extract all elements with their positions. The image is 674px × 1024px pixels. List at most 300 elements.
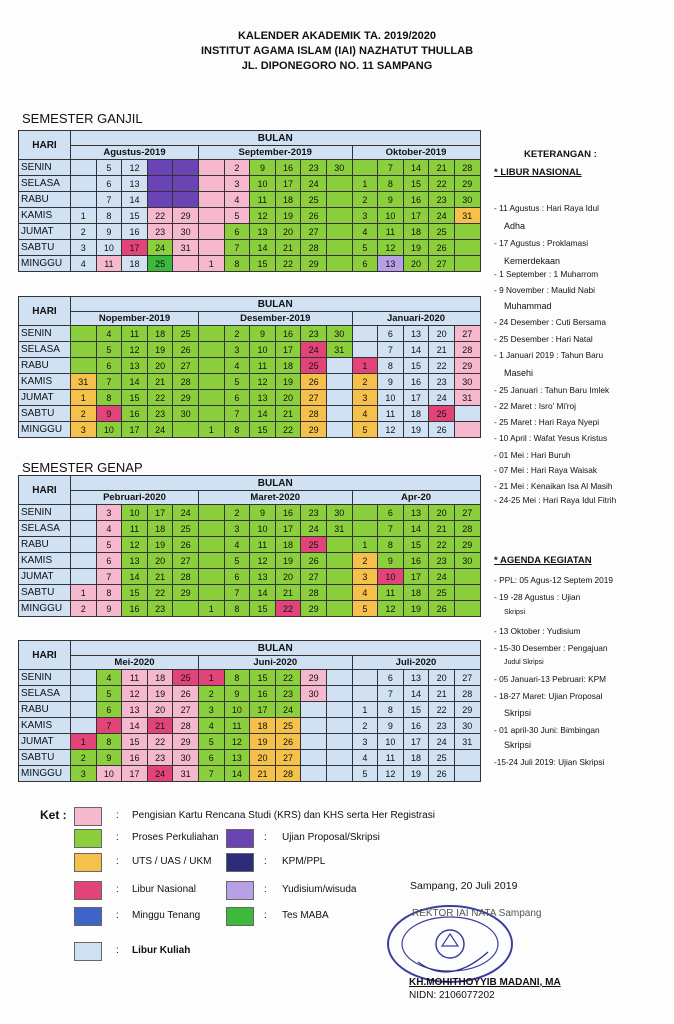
date-cell	[352, 686, 378, 702]
date-cell: 15	[122, 390, 148, 406]
date-cell: 13	[250, 569, 276, 585]
date-cell	[326, 374, 352, 390]
weekday-label: MINGGU	[19, 601, 71, 617]
date-cell: 21	[147, 718, 173, 734]
weekday-row	[19, 569, 481, 585]
date-cell: 16	[122, 750, 148, 766]
month-header: September-2019	[198, 146, 352, 160]
hari-header: HARI	[19, 131, 71, 160]
date-cell: 3	[224, 342, 250, 358]
date-cell: 14	[122, 192, 148, 208]
date-cell: 5	[96, 686, 122, 702]
date-cell: 16	[275, 160, 301, 176]
date-cell	[454, 601, 480, 617]
libur-item: - 11 Agustus : Hari Raya Idul	[494, 203, 599, 213]
title-line-1: KALENDER AKADEMIK TA. 2019/2020	[237, 30, 437, 42]
weekday-label: MINGGU	[19, 422, 71, 438]
date-cell: 26	[173, 342, 199, 358]
month-header: Oktober-2019	[352, 146, 480, 160]
date-cell: 14	[403, 686, 429, 702]
libur-item: - 22 Maret : Isro' Mi'roj	[494, 401, 577, 411]
date-cell: 10	[378, 390, 404, 406]
date-cell: 28	[454, 686, 480, 702]
date-cell: 28	[301, 406, 327, 422]
signature-role: REKTOR IAI NATA Sampang	[412, 908, 542, 919]
libur-item: - 1 September : 1 Muharrom	[494, 269, 599, 279]
date-cell: 1	[352, 537, 378, 553]
legend-colon: :	[116, 856, 119, 867]
legend-colon: :	[116, 910, 119, 921]
legend-label-libur-kuliah: Libur Kuliah	[132, 945, 191, 956]
date-cell: 4	[71, 256, 97, 272]
date-cell	[198, 342, 224, 358]
date-cell: 30	[301, 686, 327, 702]
date-cell: 28	[454, 160, 480, 176]
date-cell: 11	[122, 326, 148, 342]
date-cell: 1	[71, 208, 97, 224]
date-cell: 20	[250, 750, 276, 766]
date-cell: 29	[173, 734, 199, 750]
weekday-row	[19, 358, 481, 374]
date-cell	[352, 160, 378, 176]
date-cell: 23	[429, 553, 455, 569]
date-cell: 25	[301, 192, 327, 208]
date-cell: 27	[454, 670, 480, 686]
date-cell	[198, 358, 224, 374]
date-cell: 28	[454, 521, 480, 537]
date-cell: 30	[326, 326, 352, 342]
date-cell: 25	[173, 326, 199, 342]
date-cell	[198, 374, 224, 390]
date-cell: 16	[403, 553, 429, 569]
date-cell: 16	[275, 505, 301, 521]
weekday-row	[19, 734, 481, 750]
date-cell: 11	[224, 718, 250, 734]
agenda-item: Skripsi	[504, 740, 532, 750]
date-cell: 11	[378, 224, 404, 240]
date-cell: 29	[454, 358, 480, 374]
date-cell	[71, 670, 97, 686]
bulan-header: BULAN	[71, 131, 481, 146]
date-cell: 25	[147, 256, 173, 272]
legend-swatch-minggu-tenang	[74, 907, 102, 926]
date-cell: 23	[429, 374, 455, 390]
date-cell: 3	[352, 569, 378, 585]
date-cell: 7	[224, 240, 250, 256]
date-cell: 24	[301, 342, 327, 358]
date-cell: 2	[352, 553, 378, 569]
date-cell: 11	[250, 537, 276, 553]
date-cell	[147, 176, 173, 192]
date-cell: 11	[122, 670, 148, 686]
date-cell: 15	[250, 256, 276, 272]
legend-label-krs: Pengisian Kartu Rencana Studi (KRS) dan KHS serta Her Registrasi	[132, 810, 435, 821]
calendar-table-aug-oct	[18, 130, 481, 272]
date-cell: 8	[378, 358, 404, 374]
date-cell: 1	[352, 176, 378, 192]
date-cell: 8	[96, 208, 122, 224]
date-cell: 14	[250, 585, 276, 601]
date-cell: 19	[147, 686, 173, 702]
date-cell: 9	[96, 224, 122, 240]
date-cell: 4	[352, 585, 378, 601]
date-cell: 22	[275, 601, 301, 617]
date-cell: 10	[96, 766, 122, 782]
date-cell: 1	[198, 670, 224, 686]
date-cell: 21	[250, 766, 276, 782]
date-cell: 3	[71, 766, 97, 782]
date-cell: 20	[275, 224, 301, 240]
date-cell: 14	[250, 240, 276, 256]
weekday-label: JUMAT	[19, 569, 71, 585]
legend-swatch-krs	[74, 807, 102, 826]
date-cell: 4	[352, 750, 378, 766]
date-cell: 10	[250, 342, 276, 358]
date-cell	[352, 670, 378, 686]
weekday-label: JUMAT	[19, 734, 71, 750]
date-cell: 18	[250, 718, 276, 734]
date-cell	[198, 505, 224, 521]
date-cell: 22	[429, 358, 455, 374]
date-cell: 23	[301, 505, 327, 521]
date-cell: 25	[173, 521, 199, 537]
date-cell: 30	[454, 553, 480, 569]
date-cell: 19	[403, 601, 429, 617]
weekday-row	[19, 176, 481, 192]
date-cell: 15	[250, 670, 276, 686]
weekday-row	[19, 686, 481, 702]
month-header: Maret-2020	[198, 491, 352, 505]
date-cell: 19	[250, 734, 276, 750]
date-cell: 17	[275, 342, 301, 358]
date-cell: 1	[198, 601, 224, 617]
date-cell: 26	[301, 374, 327, 390]
weekday-row	[19, 718, 481, 734]
date-cell: 7	[378, 521, 404, 537]
weekday-row	[19, 326, 481, 342]
date-cell	[326, 702, 352, 718]
libur-item: Muhammad	[504, 301, 552, 311]
date-cell: 17	[403, 569, 429, 585]
date-cell: 15	[403, 537, 429, 553]
date-cell: 2	[352, 192, 378, 208]
date-cell: 22	[147, 390, 173, 406]
date-cell: 10	[378, 569, 404, 585]
date-cell: 23	[429, 718, 455, 734]
date-cell: 25	[429, 406, 455, 422]
date-cell	[454, 569, 480, 585]
date-cell: 11	[122, 521, 148, 537]
weekday-label: SENIN	[19, 326, 71, 342]
date-cell: 27	[275, 750, 301, 766]
date-cell: 1	[71, 390, 97, 406]
hari-header: HARI	[19, 297, 71, 326]
date-cell: 24	[429, 390, 455, 406]
weekday-row	[19, 374, 481, 390]
date-cell: 17	[147, 505, 173, 521]
date-cell: 7	[96, 192, 122, 208]
date-cell: 20	[275, 390, 301, 406]
date-cell	[71, 192, 97, 208]
date-cell	[71, 521, 97, 537]
date-cell: 28	[301, 585, 327, 601]
weekday-label: SABTU	[19, 406, 71, 422]
date-cell: 25	[429, 585, 455, 601]
date-cell: 28	[173, 374, 199, 390]
date-cell: 23	[147, 750, 173, 766]
date-cell	[71, 718, 97, 734]
date-cell: 26	[429, 601, 455, 617]
date-cell: 19	[275, 374, 301, 390]
date-cell: 22	[147, 734, 173, 750]
date-cell: 17	[122, 422, 148, 438]
date-cell: 19	[275, 553, 301, 569]
legend-label-ujian-proposal: Ujian Proposal/Skripsi	[282, 832, 380, 843]
date-cell: 10	[96, 422, 122, 438]
date-cell: 25	[429, 224, 455, 240]
date-cell: 28	[173, 718, 199, 734]
libur-item: - 1 Januari 2019 : Tahun Baru	[494, 350, 604, 360]
date-cell: 29	[173, 390, 199, 406]
date-cell: 1	[352, 702, 378, 718]
libur-item: - 07 Mei : Hari Raya Waisak	[494, 465, 597, 475]
date-cell: 28	[275, 766, 301, 782]
month-header: Januari-2020	[352, 312, 480, 326]
date-cell: 1	[352, 358, 378, 374]
date-cell: 2	[198, 686, 224, 702]
date-cell	[326, 670, 352, 686]
weekday-row	[19, 585, 481, 601]
date-cell: 9	[250, 326, 276, 342]
date-cell: 6	[224, 390, 250, 406]
date-cell: 3	[352, 208, 378, 224]
date-cell	[301, 702, 327, 718]
date-cell: 16	[122, 406, 148, 422]
date-cell: 17	[275, 176, 301, 192]
date-cell	[326, 537, 352, 553]
date-cell	[173, 176, 199, 192]
weekday-label: RABU	[19, 358, 71, 374]
weekday-label: RABU	[19, 702, 71, 718]
weekday-row	[19, 224, 481, 240]
date-cell: 13	[403, 326, 429, 342]
date-cell: 3	[71, 422, 97, 438]
date-cell	[198, 521, 224, 537]
date-cell: 2	[352, 718, 378, 734]
date-cell	[71, 569, 97, 585]
date-cell: 4	[96, 326, 122, 342]
date-cell: 5	[224, 374, 250, 390]
date-cell	[454, 224, 480, 240]
date-cell	[71, 176, 97, 192]
date-cell	[326, 390, 352, 406]
date-cell: 1	[71, 734, 97, 750]
semester-ganjil-heading: SEMESTER GANJIL	[22, 111, 143, 126]
date-cell	[173, 422, 199, 438]
date-cell: 14	[122, 569, 148, 585]
date-cell	[454, 766, 480, 782]
date-cell	[454, 750, 480, 766]
date-cell: 7	[96, 718, 122, 734]
date-cell: 14	[224, 766, 250, 782]
date-cell	[326, 224, 352, 240]
date-cell: 15	[122, 585, 148, 601]
date-cell: 24	[301, 521, 327, 537]
month-header: Mei-2020	[71, 656, 199, 670]
date-cell: 12	[224, 734, 250, 750]
date-cell: 25	[301, 537, 327, 553]
legend-label-perkuliahan: Proses Perkuliahan	[132, 832, 219, 843]
legend-swatch-tes-maba	[226, 907, 254, 926]
agenda-item: - 01 april-30 Juni: Bimbingan	[494, 725, 600, 735]
date-cell: 14	[403, 160, 429, 176]
legend-colon: :	[116, 832, 119, 843]
date-cell	[147, 160, 173, 176]
date-cell: 25	[429, 750, 455, 766]
date-cell: 18	[275, 537, 301, 553]
date-cell: 17	[122, 240, 148, 256]
date-cell: 16	[403, 374, 429, 390]
date-cell: 8	[224, 422, 250, 438]
date-cell: 21	[275, 585, 301, 601]
libur-item: - 01 Mei : Hari Buruh	[494, 450, 571, 460]
weekday-label: RABU	[19, 537, 71, 553]
date-cell: 13	[122, 553, 148, 569]
agenda-item: - 19 -28 Agustus : Ujian	[494, 592, 581, 602]
date-cell: 30	[326, 160, 352, 176]
date-cell: 17	[275, 521, 301, 537]
date-cell	[198, 569, 224, 585]
date-cell	[326, 718, 352, 734]
date-cell: 12	[378, 766, 404, 782]
date-cell: 10	[224, 702, 250, 718]
date-cell: 6	[198, 750, 224, 766]
date-cell: 13	[403, 670, 429, 686]
date-cell: 13	[403, 505, 429, 521]
legend-label-yudisium: Yudisium/wisuda	[282, 884, 357, 895]
date-cell	[326, 766, 352, 782]
date-cell	[352, 342, 378, 358]
date-cell: 20	[275, 569, 301, 585]
date-cell: 31	[173, 766, 199, 782]
date-cell: 23	[429, 192, 455, 208]
legend-swatch-perkuliahan	[74, 829, 102, 848]
agenda-item: Skripsi	[504, 708, 532, 718]
date-cell: 11	[378, 406, 404, 422]
date-cell: 4	[224, 537, 250, 553]
date-cell: 31	[326, 521, 352, 537]
signature-nidn: NIDN: 2106077202	[409, 990, 495, 1001]
bulan-header: BULAN	[71, 476, 481, 491]
date-cell: 14	[250, 406, 276, 422]
date-cell: 2	[71, 406, 97, 422]
date-cell: 28	[301, 240, 327, 256]
date-cell: 22	[147, 585, 173, 601]
weekday-label: SELASA	[19, 342, 71, 358]
date-cell: 27	[173, 553, 199, 569]
date-cell: 25	[301, 358, 327, 374]
date-cell: 12	[378, 240, 404, 256]
date-cell: 23	[301, 326, 327, 342]
date-cell: 24	[147, 422, 173, 438]
weekday-label: SENIN	[19, 670, 71, 686]
date-cell: 6	[96, 553, 122, 569]
date-cell: 18	[403, 750, 429, 766]
calendar-table-may-jul	[18, 640, 481, 782]
date-cell: 2	[224, 505, 250, 521]
date-cell: 20	[403, 256, 429, 272]
date-cell	[147, 192, 173, 208]
date-cell: 4	[198, 718, 224, 734]
date-cell	[326, 750, 352, 766]
date-cell: 19	[275, 208, 301, 224]
date-cell: 5	[224, 553, 250, 569]
month-header: Juni-2020	[198, 656, 352, 670]
weekday-row	[19, 406, 481, 422]
weekday-row	[19, 553, 481, 569]
date-cell: 1	[71, 585, 97, 601]
date-cell: 9	[250, 505, 276, 521]
date-cell: 1	[198, 422, 224, 438]
weekday-label: SELASA	[19, 176, 71, 192]
date-cell: 6	[378, 326, 404, 342]
date-cell: 7	[96, 374, 122, 390]
weekday-label: SENIN	[19, 505, 71, 521]
date-cell: 3	[224, 176, 250, 192]
agenda-item: - 05 Januari-13 Pebruari: KPM	[494, 674, 607, 684]
date-cell	[198, 208, 224, 224]
agenda-item: -15-24 Juli 2019: Ujian Skripsi	[494, 757, 605, 767]
date-cell: 9	[250, 160, 276, 176]
date-cell	[301, 718, 327, 734]
libur-item: - 17 Agustus : Proklamasi	[494, 238, 589, 248]
libur-item: - 25 Desember : Hari Natal	[494, 334, 593, 344]
title-line-3: JL. DIPONEGORO NO. 11 SAMPANG	[241, 60, 433, 72]
date-cell: 16	[275, 326, 301, 342]
date-cell: 13	[378, 256, 404, 272]
date-cell: 24	[173, 505, 199, 521]
date-cell: 12	[122, 342, 148, 358]
weekday-label: KAMIS	[19, 374, 71, 390]
date-cell: 17	[403, 390, 429, 406]
date-cell: 18	[403, 224, 429, 240]
date-cell: 10	[250, 521, 276, 537]
date-cell: 15	[250, 601, 276, 617]
date-cell	[198, 537, 224, 553]
date-cell: 22	[147, 208, 173, 224]
date-cell: 12	[250, 553, 276, 569]
date-cell: 16	[403, 192, 429, 208]
date-cell	[198, 406, 224, 422]
date-cell: 6	[96, 358, 122, 374]
date-cell: 9	[378, 192, 404, 208]
date-cell	[71, 686, 97, 702]
calendar-table-feb-apr	[18, 475, 481, 617]
date-cell: 1	[198, 256, 224, 272]
date-cell: 7	[378, 342, 404, 358]
date-cell: 11	[378, 585, 404, 601]
date-cell	[326, 734, 352, 750]
date-cell	[326, 553, 352, 569]
date-cell: 22	[275, 256, 301, 272]
libur-item: Kemerdekaan	[504, 256, 561, 266]
libur-item: - 10 April : Wafat Yesus Kristus	[494, 433, 608, 443]
date-cell: 15	[122, 208, 148, 224]
date-cell	[198, 160, 224, 176]
date-cell: 27	[429, 256, 455, 272]
title-line-2: INSTITUT AGAMA ISLAM (IAI) NAZHATUT THULLAB	[200, 45, 474, 57]
date-cell: 13	[122, 358, 148, 374]
